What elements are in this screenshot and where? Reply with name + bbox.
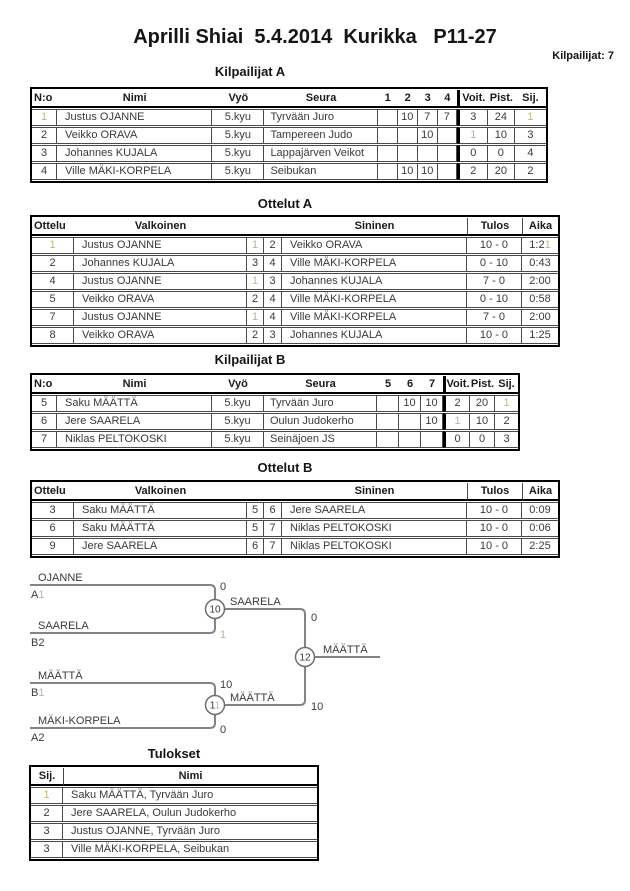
match-result: 10 - 0 — [467, 520, 522, 537]
bracket-score-sf2-bottom: 0 — [220, 724, 227, 736]
col-header-belt: Vyö — [212, 90, 264, 108]
wins: 2 — [443, 395, 470, 412]
pool-b-header-row — [32, 376, 518, 394]
round-score: 10 — [399, 395, 421, 412]
bracket-name-sf2-bottom: MÄKI-KORPELA — [38, 715, 121, 727]
bracket-seed-sf2-bottom: A2 — [31, 732, 45, 744]
round-score: 10 — [418, 163, 438, 180]
col-header-round-1: 1 — [378, 90, 398, 108]
col-header-belt: Vyö — [212, 376, 264, 394]
match-result: 10 - 0 — [467, 538, 522, 555]
col-header-result: Tulos — [467, 218, 522, 236]
blue-number: 7 — [264, 520, 282, 537]
result-row — [31, 841, 317, 858]
blue-competitor: Johannes KUJALA — [282, 327, 467, 344]
match-row — [32, 327, 558, 344]
blue-number: 7 — [264, 538, 282, 555]
match-number: 5 — [32, 291, 74, 308]
competitor-row — [32, 109, 546, 126]
round-score: 7 — [418, 109, 438, 126]
col-header-wins: Voit. — [443, 376, 470, 394]
match-number: 6 — [32, 520, 74, 537]
col-header-name: Nimi — [63, 768, 317, 786]
pool-b-table — [30, 373, 520, 451]
round-score — [438, 163, 457, 180]
spacer — [264, 218, 282, 236]
round-score — [398, 127, 418, 144]
col-header-name: Nimi — [57, 90, 212, 108]
match-time: 2:25 — [522, 538, 558, 555]
white-competitor: Saku MÄÄTTÄ — [74, 502, 247, 519]
pool-a-table — [30, 87, 548, 183]
competitor-belt: 5.kyu — [212, 145, 264, 162]
match-row — [32, 502, 558, 519]
blue-number: 4 — [264, 255, 282, 272]
matches-a-table — [30, 215, 560, 347]
round-score — [398, 145, 418, 162]
white-number: 5 — [247, 502, 264, 519]
results-table — [29, 765, 319, 861]
competitor-name: Niklas PELTOKOSKI — [57, 431, 212, 448]
matches-b-header-row — [32, 483, 558, 501]
result-row — [31, 787, 317, 804]
col-header-round-7: 7 — [421, 376, 443, 394]
competitor-belt: 5.kyu — [212, 413, 264, 430]
col-header-place: Sij. — [495, 376, 518, 394]
match-time: 1:21 — [522, 237, 558, 254]
competitor-club: Tampereen Judo — [264, 127, 377, 144]
competitor-row — [32, 163, 546, 180]
points: 20 — [488, 163, 515, 180]
match-result: 0 - 10 — [467, 291, 522, 308]
match-result: 10 - 0 — [467, 327, 522, 344]
competitor-belt: 5.kyu — [212, 127, 264, 144]
col-header-name: Nimi — [57, 376, 212, 394]
blue-competitor: Ville MÄKI-KORPELA — [282, 291, 467, 308]
competitor-belt: 5.kyu — [212, 109, 264, 126]
competitor-number: 6 — [32, 413, 57, 430]
match-time: 0:43 — [522, 255, 558, 272]
match-time: 0:09 — [522, 502, 558, 519]
col-header-no: N:o — [32, 376, 57, 394]
bracket-score-sf1-top: 0 — [220, 581, 227, 593]
page-title: Aprilli Shiai 5.4.2014 Kurikka P11-27 — [133, 26, 497, 48]
results-header-row — [31, 768, 317, 786]
match-result: 7 - 0 — [467, 273, 522, 290]
result-name: Saku MÄÄTTÄ, Tyrvään Juro — [63, 787, 317, 804]
blue-number: 6 — [264, 502, 282, 519]
place: 2 — [515, 163, 546, 180]
white-competitor: Justus OJANNE — [74, 309, 247, 326]
result-name: Ville MÄKI-KORPELA, Seibukan — [63, 841, 317, 858]
wins: 1 — [443, 413, 470, 430]
competitor-name: Saku MÄÄTTÄ — [57, 395, 212, 412]
blue-competitor: Ville MÄKI-KORPELA — [282, 255, 467, 272]
result-place: 3 — [31, 841, 63, 858]
match-time: 1:25 — [522, 327, 558, 344]
match-time: 2:00 — [522, 273, 558, 290]
col-header-club: Seura — [264, 90, 377, 108]
spacer — [247, 218, 264, 236]
competitor-number: 3 — [32, 145, 57, 162]
match-time: 0:58 — [522, 291, 558, 308]
col-header-round-6: 6 — [399, 376, 421, 394]
bracket-winner-sf2: MÄÄTTÄ — [230, 692, 275, 704]
white-competitor: Jere SAARELA — [74, 538, 247, 555]
match-circle-sf2-number: 11 — [209, 700, 221, 712]
competitor-name: Justus OJANNE — [57, 109, 212, 126]
round-score: 7 — [438, 109, 457, 126]
match-time: 2:00 — [522, 309, 558, 326]
competitor-belt: 5.kyu — [212, 395, 264, 412]
points: 10 — [470, 413, 495, 430]
white-number: 6 — [247, 538, 264, 555]
blue-number: 3 — [264, 327, 282, 344]
white-number: 2 — [247, 291, 264, 308]
blue-number: 2 — [264, 237, 282, 254]
blue-competitor: Ville MÄKI-KORPELA — [282, 309, 467, 326]
elimination-bracket — [0, 560, 630, 760]
white-competitor: Veikko ORAVA — [74, 291, 247, 308]
blue-competitor: Johannes KUJALA — [282, 273, 467, 290]
competitor-number: 2 — [32, 127, 57, 144]
match-result: 10 - 0 — [467, 237, 522, 254]
col-header-club: Seura — [264, 376, 377, 394]
competitor-row — [32, 145, 546, 162]
round-score — [378, 163, 398, 180]
bracket-seed-sf2-top: B1 — [31, 687, 45, 699]
match-result: 10 - 0 — [467, 502, 522, 519]
section-title-pool-b: Kilpailijat B — [214, 352, 286, 367]
white-number: 3 — [247, 255, 264, 272]
col-header-round-2: 2 — [398, 90, 418, 108]
bracket-seed-sf1-top: A1 — [31, 589, 45, 601]
blue-number: 4 — [264, 309, 282, 326]
competitor-belt: 5.kyu — [212, 431, 264, 448]
match-number: 9 — [32, 538, 74, 555]
competitor-name: Johannes KUJALA — [57, 145, 212, 162]
match-number: 1 — [32, 237, 74, 254]
competitor-name: Ville MÄKI-KORPELA — [57, 163, 212, 180]
white-competitor: Justus OJANNE — [74, 273, 247, 290]
competitor-number: 5 — [32, 395, 57, 412]
match-number: 7 — [32, 309, 74, 326]
competitor-number: 1 — [32, 109, 57, 126]
col-header-time: Aika — [522, 483, 558, 501]
result-row — [31, 823, 317, 840]
competitor-row — [32, 431, 518, 448]
place: 2 — [495, 413, 518, 430]
section-title-pool-a: Kilpailijat A — [214, 64, 286, 79]
place: 1 — [515, 109, 546, 126]
wins: 0 — [457, 145, 488, 162]
matches-a-header-row — [32, 218, 558, 236]
round-score — [378, 145, 398, 162]
round-score: 10 — [421, 395, 443, 412]
competitor-club: Lappajärven Veikot — [264, 145, 377, 162]
match-circle-sf1-number: 10 — [209, 604, 221, 616]
round-score — [378, 127, 398, 144]
wins: 0 — [443, 431, 470, 448]
col-header-match: Ottelu — [32, 218, 74, 236]
bracket-winner-sf1: SAARELA — [230, 596, 281, 608]
final-bracket-line — [224, 609, 305, 705]
spacer — [247, 483, 264, 501]
result-name: Justus OJANNE, Tyrvään Juro — [63, 823, 317, 840]
spacer — [264, 483, 282, 501]
competitor-count: Kilpailijat: 7 — [552, 50, 614, 62]
competitor-name: Veikko ORAVA — [57, 127, 212, 144]
match-result: 0 - 10 — [467, 255, 522, 272]
bracket-name-sf2-top: MÄÄTTÄ — [38, 670, 83, 682]
competitor-number: 7 — [32, 431, 57, 448]
blue-competitor: Veikko ORAVA — [282, 237, 467, 254]
bracket-name-sf1-top: OJANNE — [38, 572, 83, 584]
section-title-matches-b: Ottelut B — [257, 460, 313, 475]
round-score — [399, 413, 421, 430]
col-header-white: Valkoinen — [74, 218, 247, 236]
round-score — [438, 127, 457, 144]
round-score: 10 — [398, 109, 418, 126]
match-row — [32, 237, 558, 254]
place: 3 — [515, 127, 546, 144]
col-header-round-5: 5 — [377, 376, 399, 394]
competitor-club: Seibukan — [264, 163, 377, 180]
match-row — [32, 255, 558, 272]
white-number: 1 — [247, 309, 264, 326]
round-score — [377, 431, 399, 448]
round-score — [399, 431, 421, 448]
round-score — [377, 413, 399, 430]
points: 0 — [488, 145, 515, 162]
col-header-place: Sij. — [31, 768, 63, 786]
match-row — [32, 520, 558, 537]
white-number: 1 — [247, 273, 264, 290]
col-header-place: Sij. — [515, 90, 546, 108]
col-header-no: N:o — [32, 90, 57, 108]
col-header-points: Pist. — [470, 376, 495, 394]
col-header-white: Valkoinen — [74, 483, 247, 501]
match-time: 0:06 — [522, 520, 558, 537]
points: 20 — [470, 395, 495, 412]
blue-number: 4 — [264, 291, 282, 308]
bracket-name-sf1-bottom: SAARELA — [38, 620, 89, 632]
bracket-score-sf1-bottom: 1 — [220, 629, 227, 641]
competitor-row — [32, 127, 546, 144]
place: 4 — [515, 145, 546, 162]
match-result: 7 - 0 — [467, 309, 522, 326]
col-header-round-3: 3 — [418, 90, 438, 108]
competitor-row — [32, 395, 518, 412]
competitor-number: 4 — [32, 163, 57, 180]
white-number: 2 — [247, 327, 264, 344]
result-place: 2 — [31, 805, 63, 822]
result-row — [31, 805, 317, 822]
place: 1 — [495, 395, 518, 412]
col-header-time: Aika — [522, 218, 558, 236]
competitor-club: Tyrvään Juro — [264, 109, 377, 126]
wins: 1 — [457, 127, 488, 144]
col-header-match: Ottelu — [32, 483, 74, 501]
col-header-blue: Sininen — [282, 483, 467, 501]
col-header-points: Pist. — [488, 90, 515, 108]
wins: 3 — [457, 109, 488, 126]
points: 10 — [488, 127, 515, 144]
points: 24 — [488, 109, 515, 126]
result-name: Jere SAARELA, Oulun Judokerho — [63, 805, 317, 822]
competitor-club: Seinäjoen JS — [264, 431, 377, 448]
wins: 2 — [457, 163, 488, 180]
match-row — [32, 273, 558, 290]
white-competitor: Saku MÄÄTTÄ — [74, 520, 247, 537]
col-header-wins: Voit. — [457, 90, 488, 108]
result-place: 1 — [31, 787, 63, 804]
round-score: 10 — [421, 413, 443, 430]
round-score — [378, 109, 398, 126]
blue-number: 3 — [264, 273, 282, 290]
round-score — [438, 145, 457, 162]
blue-competitor: Jere SAARELA — [282, 502, 467, 519]
competitor-club: Tyrvään Juro — [264, 395, 377, 412]
competitor-row — [32, 413, 518, 430]
section-title-matches-a: Ottelut A — [257, 196, 313, 211]
bracket-champion: MÄÄTTÄ — [323, 644, 368, 656]
bracket-seed-sf1-bottom: B2 — [31, 637, 45, 649]
match-row — [32, 538, 558, 555]
match-row — [32, 291, 558, 308]
white-number: 5 — [247, 520, 264, 537]
round-score — [377, 395, 399, 412]
match-number: 3 — [32, 502, 74, 519]
round-score — [421, 431, 443, 448]
col-header-blue: Sininen — [282, 218, 467, 236]
white-competitor: Veikko ORAVA — [74, 327, 247, 344]
result-place: 3 — [31, 823, 63, 840]
match-number: 2 — [32, 255, 74, 272]
blue-competitor: Niklas PELTOKOSKI — [282, 538, 467, 555]
bracket-score-sf2-top: 10 — [220, 679, 233, 691]
bracket-final-score-top: 0 — [311, 612, 318, 624]
col-header-result: Tulos — [467, 483, 522, 501]
place: 3 — [495, 431, 518, 448]
match-number: 8 — [32, 327, 74, 344]
matches-b-table — [30, 480, 560, 558]
match-number: 4 — [32, 273, 74, 290]
white-competitor: Johannes KUJALA — [74, 255, 247, 272]
competitor-club: Oulun Judokerho — [264, 413, 377, 430]
white-competitor: Justus OJANNE — [74, 237, 247, 254]
match-circle-final-number: 12 — [299, 652, 311, 664]
pool-a-header-row — [32, 90, 546, 108]
col-header-round-4: 4 — [438, 90, 457, 108]
section-title-results: Tulokset — [147, 746, 201, 761]
match-row — [32, 309, 558, 326]
bracket-final-score-bottom: 10 — [311, 701, 324, 713]
round-score — [418, 145, 438, 162]
competitor-name: Jere SAARELA — [57, 413, 212, 430]
round-score: 10 — [398, 163, 418, 180]
round-score: 10 — [418, 127, 438, 144]
points: 0 — [470, 431, 495, 448]
competitor-belt: 5.kyu — [212, 163, 264, 180]
blue-competitor: Niklas PELTOKOSKI — [282, 520, 467, 537]
white-number: 1 — [247, 237, 264, 254]
